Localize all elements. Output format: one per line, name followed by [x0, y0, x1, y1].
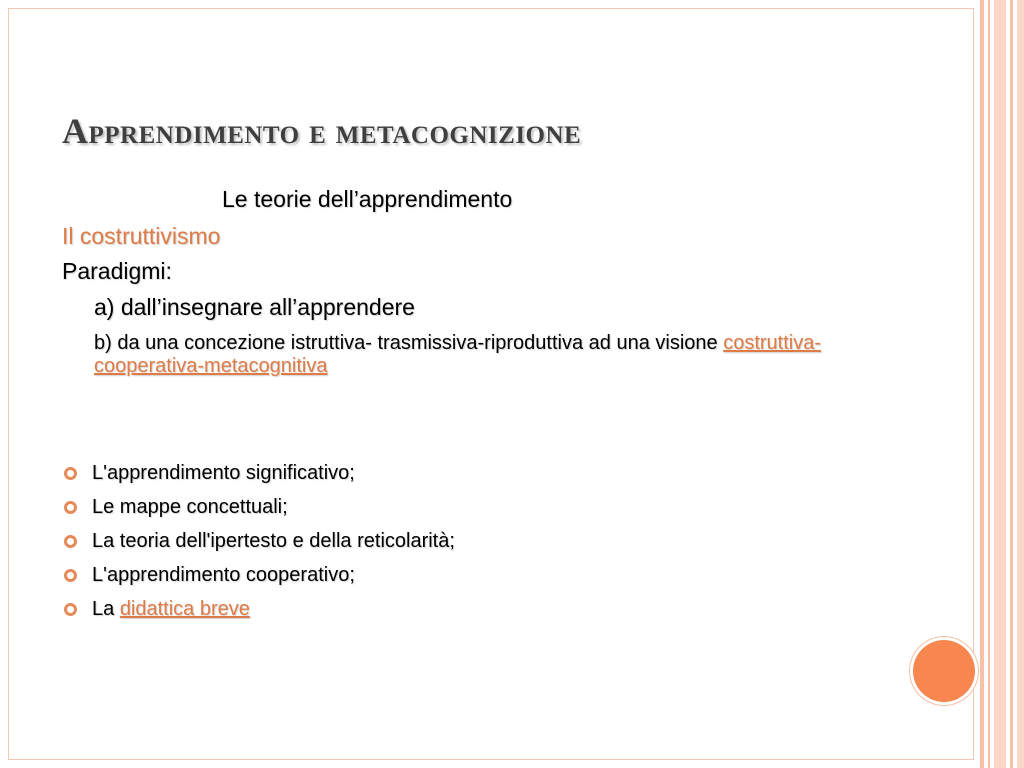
ring-bullet-icon [64, 535, 77, 548]
list-item-text: La [92, 598, 120, 620]
list-item-text: L'apprendimento cooperativo; [92, 564, 355, 586]
ring-bullet-icon [64, 501, 77, 514]
decorative-stripes [980, 0, 1024, 768]
list-item [62, 494, 455, 528]
ring-bullet-icon [64, 467, 77, 480]
paradigm-item-a: a) dall’insegnare all’apprendere [94, 294, 415, 320]
paradigmi-label: Paradigmi: [62, 258, 172, 284]
costruttivismo-label: Il costruttivismo [62, 223, 221, 249]
paradigm-item-b [94, 332, 854, 378]
list-item [62, 596, 455, 630]
ring-bullet-icon [64, 569, 77, 582]
bullet-list [62, 460, 455, 630]
list-item [62, 460, 455, 494]
slide-subtitle: Le teorie dell’apprendimento [222, 186, 513, 212]
list-item-text: L'apprendimento significativo; [92, 462, 355, 484]
decorative-circle [913, 640, 975, 702]
slide-title: Apprendimento e metacognizione [62, 111, 582, 151]
list-item [62, 562, 455, 596]
costruttiva-link[interactable]: costruttiva-cooperativa-metacognitiva [94, 332, 822, 377]
paradigm-item-b-text: b) da una concezione istruttiva- trasmissiva-riproduttiva ad una visione [94, 332, 724, 354]
didattica-breve-link[interactable]: didattica breve [119, 598, 250, 620]
list-item-text: Le mappe concettuali; [92, 496, 288, 518]
list-item [62, 528, 455, 562]
list-item-text: La teoria dell'ipertesto e della reticolarità; [92, 530, 455, 552]
ring-bullet-icon [64, 603, 77, 616]
